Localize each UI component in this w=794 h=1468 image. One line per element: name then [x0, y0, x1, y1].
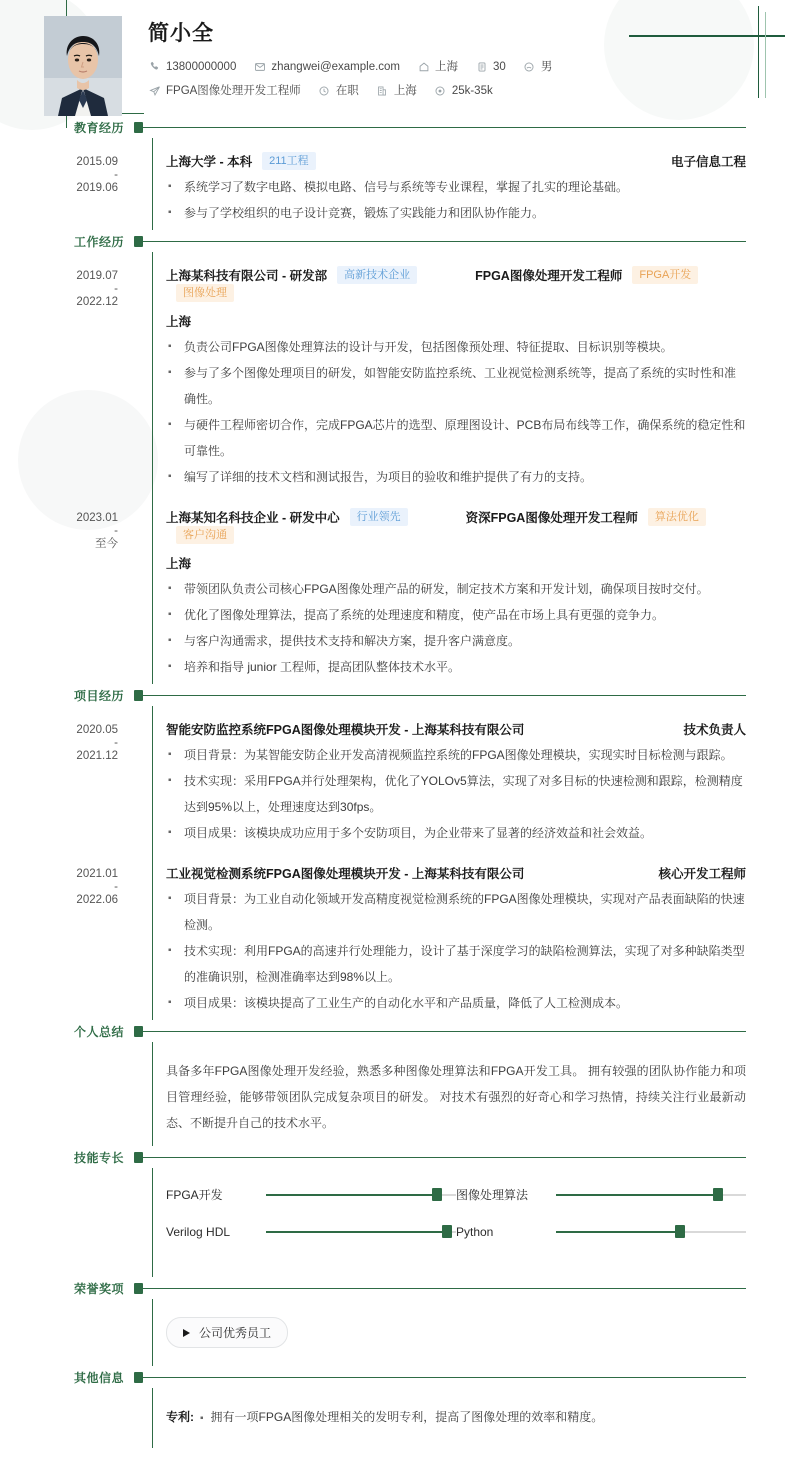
- skill-slider[interactable]: [556, 1188, 746, 1202]
- mail-icon: [253, 61, 266, 74]
- work-city: [376, 82, 417, 100]
- contact-email-value: zhangwei@example.com: [271, 61, 401, 73]
- date-start: 2020.05: [76, 724, 118, 736]
- phone-icon: [148, 61, 161, 74]
- timeline-marker-summary: [134, 1026, 143, 1037]
- desired-position: [148, 82, 301, 100]
- skill-name: Python: [456, 1225, 494, 1239]
- section-header-skills: [0, 1146, 794, 1168]
- skill-item: [456, 1186, 746, 1203]
- contact-phone: [148, 58, 236, 76]
- section-label-awards: 荣誉奖项: [73, 1281, 124, 1296]
- section-summary: [0, 1020, 794, 1146]
- date-end: 2022.12: [76, 296, 118, 308]
- date-start: 2019.07: [76, 270, 118, 282]
- skill-item: [456, 1225, 746, 1239]
- date-end: 至今: [95, 538, 118, 550]
- section-rule-projects: [143, 695, 747, 696]
- salary-expectation-value: 25k-35k: [451, 85, 493, 97]
- list-item: ▪ 培养和指导 junior 工程师，提高团队整体技术水平。: [166, 654, 746, 680]
- date-separator: -: [114, 283, 118, 295]
- work-location: 上海: [166, 315, 192, 329]
- project-bullets: [166, 742, 746, 846]
- other-value-text: 拥有一项FPGA图像处理相关的发明专利，提高了图像处理的效率和精度。: [210, 1410, 604, 1424]
- entry-dates: [0, 722, 118, 765]
- company-tag: 高新技术企业: [337, 266, 417, 284]
- timeline-marker-awards: [134, 1283, 143, 1294]
- slider-knob[interactable]: [713, 1188, 723, 1201]
- gender-icon: [523, 61, 536, 74]
- date-start: 2015.09: [76, 156, 118, 168]
- section-rule-skills: [143, 1157, 747, 1158]
- project-entry: [76, 850, 794, 1020]
- entry-title-row: [166, 508, 746, 544]
- entry-title-row: [166, 152, 746, 170]
- list-item: ▪ 带领团队负责公司核心FPGA图像处理产品的研发，制定技术方案和开发计划，确保项目按时交付。: [166, 576, 746, 602]
- date-separator: -: [114, 169, 118, 181]
- section-body-summary: [0, 1042, 794, 1146]
- role-tag: 图像处理: [176, 284, 234, 302]
- contact-row-secondary: [148, 82, 569, 100]
- home-icon: [417, 61, 430, 74]
- project-entry: [76, 706, 794, 850]
- salary-icon: [434, 85, 447, 98]
- contact-age-value: 30: [493, 61, 506, 73]
- timeline-marker-work: [134, 236, 143, 247]
- salary-expectation: [434, 82, 493, 100]
- role-tag: 客户沟通: [176, 526, 234, 544]
- timeline-marker-skills: [134, 1152, 143, 1163]
- company-tag: 行业领先: [350, 508, 408, 526]
- section-body-projects: [0, 706, 794, 1020]
- project-name: 智能安防监控系统FPGA图像处理模块开发 - 上海某科技有限公司: [166, 723, 525, 737]
- contact-email: [253, 58, 400, 76]
- other-row: [152, 1388, 794, 1448]
- list-item: ▪ 与硬件工程师密切合作，完成FPGA芯片的选型、原理图设计、PCB布局布线等工作，确保系统的稳定性和可靠性。: [166, 412, 746, 464]
- header-info: [148, 16, 569, 116]
- work-location: 上海: [166, 557, 192, 571]
- skill-name: 图像处理算法: [456, 1188, 529, 1202]
- other-key: 专利:: [166, 1410, 194, 1424]
- list-item: ▪ 技术实现：利用FPGA的高速并行处理能力，设计了基于深度学习的缺陷检测算法，实现了对多种缺陷类型的准确识别，检测准确率达到98%以上。: [166, 938, 746, 990]
- slider-fill: [556, 1231, 680, 1233]
- slider-knob[interactable]: [442, 1225, 452, 1238]
- send-icon: [148, 85, 161, 98]
- play-triangle-icon: [183, 1329, 190, 1337]
- list-item: ▪ 项目成果：该模块成功应用于多个安防项目，为企业带来了显著的经济效益和社会效益。: [166, 820, 746, 846]
- section-label-education: 教育经历: [73, 120, 124, 135]
- date-start: 2023.01: [76, 512, 118, 524]
- skill-slider[interactable]: [556, 1225, 746, 1239]
- award-chip[interactable]: [166, 1317, 288, 1348]
- timeline-marker-projects: [134, 690, 143, 701]
- date-start: 2021.01: [76, 868, 118, 880]
- date-end: 2019.06: [76, 182, 118, 194]
- building-icon: [376, 85, 389, 98]
- section-header-summary: [0, 1020, 794, 1042]
- skill-name: FPGA开发: [166, 1188, 223, 1202]
- section-header-education: [0, 116, 794, 138]
- skill-name: Verilog HDL: [166, 1225, 231, 1239]
- list-item: ▪ 参与了学校组织的电子设计竞赛，锻炼了实践能力和团队协作能力。: [166, 200, 746, 226]
- section-skills: [0, 1146, 794, 1277]
- section-rule-other: [143, 1377, 747, 1378]
- role-tag: FPGA开发: [632, 266, 698, 284]
- company-name: 上海某科技有限公司 - 研发部: [166, 269, 328, 283]
- list-item: ▪ 参与了多个图像处理项目的研发，如智能安防监控系统、工业视觉检测系统等，提高了系统的实时性和准确性。: [166, 360, 746, 412]
- job-title: FPGA图像处理开发工程师: [475, 269, 623, 283]
- section-rule-work: [143, 241, 747, 242]
- bullet-marker: ▪: [200, 1413, 204, 1424]
- contact-age: [475, 58, 506, 76]
- section-body-awards: [0, 1299, 794, 1366]
- section-work: [0, 230, 794, 684]
- school-name: 上海大学 - 本科: [166, 155, 253, 169]
- resume-body: [0, 116, 794, 1468]
- section-label-other: 其他信息: [73, 1370, 124, 1385]
- date-end: 2022.06: [76, 894, 118, 906]
- section-education: [0, 116, 794, 230]
- desired-position-value: FPGA图像处理开发工程师: [166, 85, 301, 97]
- section-header-projects: [0, 684, 794, 706]
- education-bullets: [166, 174, 746, 226]
- project-bullets: [166, 886, 746, 1016]
- entry-title-row: [166, 720, 746, 738]
- list-item: ▪ 项目背景：为某智能安防企业开发高清视频监控系统的FPGA图像处理模块，实现实时目标检测与跟踪。: [166, 742, 746, 768]
- date-end: 2021.12: [76, 750, 118, 762]
- work-bullets: [166, 334, 746, 490]
- section-header-other: [0, 1366, 794, 1388]
- entry-title-row: [166, 864, 746, 882]
- major-name: 电子信息工程: [670, 155, 746, 169]
- section-header-awards: [0, 1277, 794, 1299]
- skill-item: [166, 1225, 456, 1239]
- id-card-icon: [475, 61, 488, 74]
- entry-dates: [0, 154, 118, 197]
- entry-dates: [0, 510, 118, 553]
- timeline-marker-other: [134, 1372, 143, 1383]
- section-projects: [0, 684, 794, 1020]
- work-bullets: [166, 576, 746, 680]
- list-item: ▪ 负责公司FPGA图像处理算法的设计与开发，包括图像预处理、特征提取、目标识别等模块。: [166, 334, 746, 360]
- education-entry: [76, 138, 794, 230]
- section-label-summary: 个人总结: [73, 1024, 124, 1039]
- list-item: ▪ 优化了图像处理算法，提高了系统的处理速度和精度，使产品在市场上具有更强的竞争力。: [166, 602, 746, 628]
- list-item: ▪ 项目背景：为工业自动化领域开发高精度视觉检测系统的FPGA图像处理模块，实现对产品表面缺陷的快速检测。: [166, 886, 746, 938]
- slider-fill: [556, 1194, 718, 1196]
- contact-phone-value: 13800000000: [166, 61, 237, 73]
- section-other: [0, 1366, 794, 1448]
- list-item: ▪ 系统学习了数字电路、模拟电路、信号与系统等专业课程，掌握了扎实的理论基础。: [166, 174, 746, 200]
- contact-city: [417, 58, 458, 76]
- section-label-work: 工作经历: [73, 234, 124, 249]
- avatar: [44, 16, 122, 116]
- section-label-projects: 项目经历: [73, 688, 124, 703]
- section-body-other: [0, 1388, 794, 1448]
- date-separator: -: [114, 881, 118, 893]
- summary-text: 具备多年FPGA图像处理开发经验，熟悉多种图像处理算法和FPGA开发工具。 拥有较强的团队协作能力和项目管理经验，能够带领团队完成复杂项目的研发。 对技术有强烈的好奇心和学习热情，持续关注行业最新动态、不断提升自己的技术水平。: [166, 1064, 746, 1130]
- project-role: 技术负责人: [683, 723, 746, 737]
- skill-slider[interactable]: [266, 1188, 456, 1202]
- job-title: 资深FPGA图像处理开发工程师: [465, 511, 638, 525]
- skills-grid: [152, 1168, 794, 1277]
- work-entry: [76, 252, 794, 494]
- entry-title-row: [166, 266, 746, 302]
- project-name: 工业视觉检测系统FPGA图像处理模块开发 - 上海某科技有限公司: [166, 867, 525, 881]
- section-header-work: [0, 230, 794, 252]
- section-body-education: [0, 138, 794, 230]
- work-entry: [76, 494, 794, 684]
- job-status-value: 在职: [335, 85, 359, 97]
- education-tag: 211工程: [262, 152, 316, 170]
- date-separator: -: [114, 525, 118, 537]
- section-label-skills: 技能专长: [73, 1150, 124, 1165]
- list-item: ▪ 项目成果：该模块提高了工业生产的自动化水平和产品质量，降低了人工检测成本。: [166, 990, 746, 1016]
- slider-fill: [266, 1194, 437, 1196]
- skill-slider[interactable]: [266, 1225, 456, 1239]
- slider-knob[interactable]: [432, 1188, 442, 1201]
- contact-gender-value: 男: [540, 61, 553, 73]
- date-separator: -: [114, 737, 118, 749]
- list-item: ▪ 与客户沟通需求，提供技术支持和解决方案，提升客户满意度。: [166, 628, 746, 654]
- skill-item: [166, 1186, 456, 1203]
- list-item: ▪ 技术实现：采用FPGA并行处理架构，优化了YOLOv5算法，实现了对多目标的快速检测和跟踪，检测精度达到95%以上，处理速度达到30fps。: [166, 768, 746, 820]
- section-rule-summary: [143, 1031, 747, 1032]
- awards-list: [152, 1299, 794, 1366]
- section-rule-awards: [143, 1288, 747, 1289]
- slider-knob[interactable]: [675, 1225, 685, 1238]
- list-item: ▪ 编写了详细的技术文档和测试报告，为项目的验收和维护提供了有力的支持。: [166, 464, 746, 490]
- status-icon: [318, 85, 331, 98]
- resume-header: [0, 0, 794, 116]
- slider-fill: [266, 1231, 447, 1233]
- role-tag: 算法优化: [648, 508, 706, 526]
- other-value: [200, 1406, 603, 1430]
- contact-city-value: 上海: [435, 61, 459, 73]
- section-body-work: [0, 252, 794, 684]
- job-status: [318, 82, 359, 100]
- section-body-skills: [0, 1168, 794, 1277]
- company-name: 上海某知名科技企业 - 研发中心: [166, 511, 340, 525]
- page-title: 简小全: [148, 22, 214, 45]
- section-rule-education: [143, 127, 747, 128]
- entry-dates: [0, 866, 118, 909]
- project-role: 核心开发工程师: [658, 867, 746, 881]
- work-city-value: 上海: [393, 85, 417, 97]
- contact-row-primary: [148, 58, 569, 76]
- contact-gender: [523, 58, 553, 76]
- timeline-marker-education: [134, 122, 143, 133]
- entry-dates: [0, 268, 118, 311]
- section-awards: [0, 1277, 794, 1366]
- award-label: 公司优秀员工: [199, 1326, 272, 1340]
